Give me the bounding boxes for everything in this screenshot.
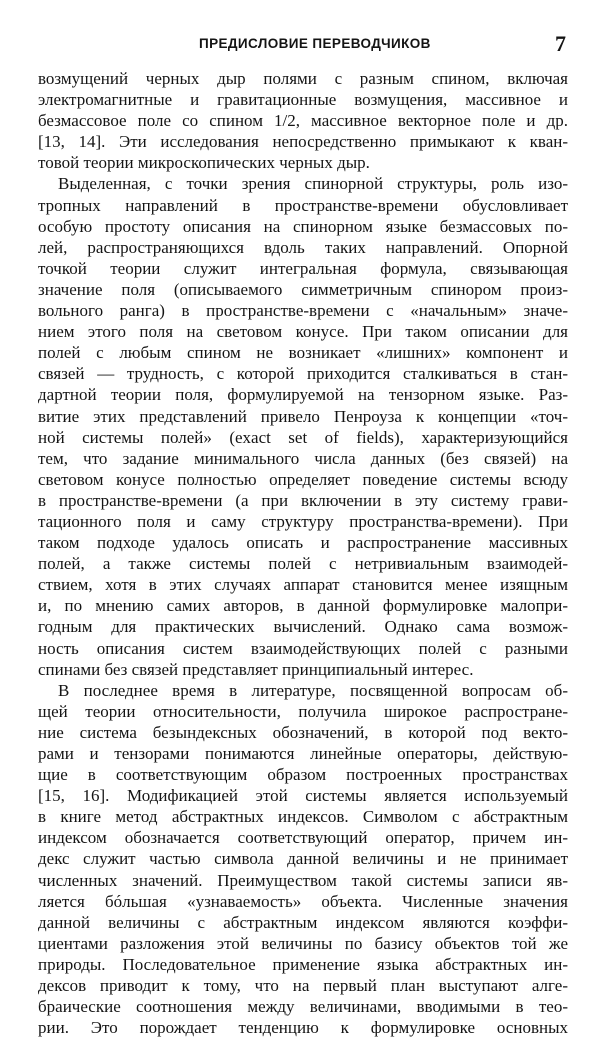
running-header	[0, 31, 600, 58]
text-line: дексов приводит к тому, что на первый план выступают алге-	[38, 976, 568, 996]
text-line: дартной теории поля, формулируемой на тензорном языке. Раз-	[38, 385, 568, 405]
text-line: численных значений. Преимуществом такой системы записи яв-	[38, 870, 568, 890]
text-line: браические соотношения между величинами, вводимыми в тео-	[38, 997, 568, 1017]
text-line: таком подходе удалось описать и распространение массивных	[38, 533, 568, 553]
text-line: щие в соответствующим образом построенных пространствах	[38, 765, 568, 785]
text-line: [15, 16]. Модификацией этой системы является используемый	[38, 786, 568, 806]
text-line: световом конусе полностью определяет поведение системы всюду	[38, 469, 568, 489]
page-number: 7	[555, 31, 566, 56]
running-title: ПРЕДИСЛОВИЕ ПЕРЕВОДЧИКОВ	[199, 36, 431, 51]
text-line: рии. Это порождает тенденцию к формулировке основных	[38, 1018, 568, 1038]
text-line: и, по мнению самих авторов, в данной формулировке малопри-	[38, 596, 568, 616]
text-line: ние система безындексных обозначений, в которой под векто-	[38, 722, 568, 742]
text-line: тропных направлений в пространстве-времени обусловливает	[38, 195, 568, 215]
text-line: лей, распространяющихся вдоль таких направлений. Опорной	[38, 237, 568, 257]
text-line: рами и тензорами понимаются линейные операторы, действую-	[38, 744, 568, 763]
text-line: вольного ранга) в пространстве-времени с «начальным» значе-	[38, 301, 568, 321]
text-line: полей, а также системы полей с нетривиальным взаимодей-	[38, 554, 568, 574]
text-line: спинами без связей представляет принципиальный интерес.	[38, 659, 474, 679]
paragraph	[38, 68, 568, 173]
text-line: возмущений черных дыр полями с разным спином, включая	[38, 69, 568, 88]
text-line: в пространстве-времени (а при включении в эту систему грави-	[38, 490, 568, 510]
text-line: в книге метод абстрактных индексов. Символом с абстрактным	[38, 807, 568, 827]
paragraph	[38, 173, 568, 679]
text-line: индексом обозначается соответствующий оператор, причем ин-	[38, 828, 568, 848]
text-line: циентами разложения этой величины по базису объектов той же	[38, 933, 568, 953]
text-line: ность описания систем взаимодействующих полей с разными	[38, 638, 568, 658]
text-line: Выделенная, с точки зрения спинорной структуры, роль изо-	[58, 174, 568, 194]
text-line: точкой теории служит интегральная формула, связывающая	[38, 258, 568, 278]
text-line: электромагнитные и гравитационные возмущения, массивное и	[38, 90, 568, 110]
text-line: безмассовое поле со спином 1/2, массивное векторное поле и др.	[38, 111, 568, 131]
text-line: ной системы полей» (exact set of fields), характеризующийся	[38, 427, 568, 447]
text-line: полей с любым спином не возникает «лишних» компонент и	[38, 343, 568, 363]
text-line: ствием, хотя в этих случаях аппарат становится менее изящным	[38, 575, 568, 595]
text-line: декс служит частью символа данной величины и не принимает	[38, 849, 568, 869]
text-line: годным для практических вычислений. Однако сама возмож-	[38, 617, 568, 637]
text-line: природы. Последовательное применение языка абстрактных ин-	[38, 954, 568, 974]
text-line: нием этого поля на световом конусе. При таком описании для	[38, 322, 568, 342]
text-line: особую простоту описания на спинорном языке безмассовых по-	[38, 216, 568, 236]
text-line: ляется бóльшая «узнаваемость» объекта. Численные значения	[38, 891, 568, 911]
text-line: [13, 14]. Эти исследования непосредственно примыкают к кван-	[38, 132, 568, 152]
text-line: тационного поля и саму структуру пространства-времени). При	[38, 511, 568, 531]
text-line: товой теории микроскопических черных дыр.	[38, 153, 370, 173]
text-line: витие этих представлений привело Пенроуза к концепции «точ-	[38, 406, 568, 426]
text-line: В последнее время в литературе, посвященной вопросам об-	[58, 680, 568, 700]
text-line: тем, что задание минимального числа данных (без связей) на	[38, 448, 568, 468]
text-line: значение поля (описываемого симметричным спинором произ-	[38, 279, 568, 299]
paragraph	[38, 680, 568, 1038]
text-line: данной величины с абстрактным индексом являются коэффи-	[38, 912, 568, 932]
text-line: связей — трудность, с которой приходится сталкиваться в стан-	[38, 364, 568, 384]
text-body	[38, 68, 568, 1038]
text-line: щей теории относительности, получила широкое распростране-	[38, 701, 568, 721]
